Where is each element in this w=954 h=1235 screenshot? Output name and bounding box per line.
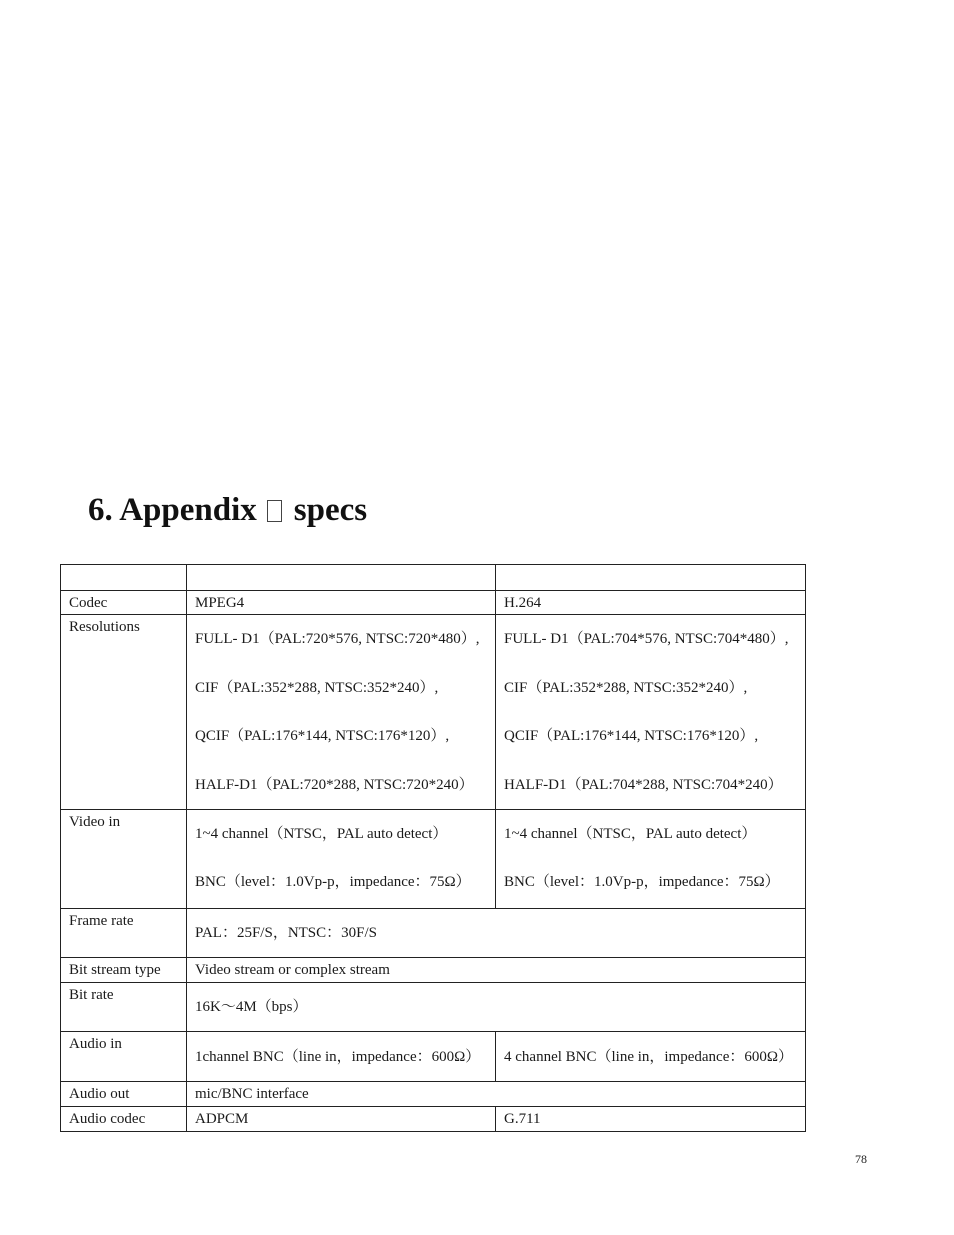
header-cell xyxy=(187,565,496,591)
row-label: Audio in xyxy=(61,1032,187,1082)
cell-value: 1channel BNC（line in，impedance：600Ω） xyxy=(187,1032,496,1082)
resolution-line: FULL- D1（PAL:720*576, NTSC:720*480）, xyxy=(195,631,480,647)
cell-value: 16K～4M（bps） xyxy=(187,983,806,1032)
cell-value xyxy=(496,615,806,810)
resolution-line: CIF（PAL:352*288, NTSC:352*240）, xyxy=(195,679,439,696)
cell-value xyxy=(187,615,496,810)
header-cell xyxy=(496,565,806,591)
resolution-line: QCIF（PAL:176*144, NTSC:176*120）, xyxy=(504,728,759,744)
cell-value: PAL：25F/S，NTSC：30F/S xyxy=(187,909,806,958)
row-label: Video in xyxy=(61,810,187,909)
table-row-audio-in xyxy=(61,1032,806,1082)
resolution-line: HALF-D1（PAL:720*288, NTSC:720*240） xyxy=(195,776,474,793)
row-label: Bit stream type xyxy=(61,958,187,983)
cell-value: MPEG4 xyxy=(187,591,496,615)
cell-value: 4 channel BNC（line in，impedance：600Ω） xyxy=(496,1032,806,1082)
row-label: Audio out xyxy=(61,1082,187,1107)
row-label: Codec xyxy=(61,591,187,615)
heading-word: Appendix xyxy=(119,492,257,528)
cell-value xyxy=(187,810,496,909)
row-label: Resolutions xyxy=(61,615,187,810)
specs-table xyxy=(60,564,806,1132)
table-row-frame-rate xyxy=(61,909,806,958)
row-label: Frame rate xyxy=(61,909,187,958)
resolution-line: CIF（PAL:352*288, NTSC:352*240）, xyxy=(504,679,748,696)
table-row-bit-stream-type xyxy=(61,958,806,983)
row-label: Audio codec xyxy=(61,1107,187,1132)
cell-value: ADPCM xyxy=(187,1107,496,1132)
cell-value: H.264 xyxy=(496,591,806,615)
table-row-video-in xyxy=(61,810,806,909)
video-in-line: 1~4 channel（NTSC，PAL auto detect） xyxy=(504,826,757,842)
page-number: 78 xyxy=(855,1152,867,1166)
missing-glyph-box xyxy=(267,500,282,522)
heading-number: 6. xyxy=(88,492,113,528)
resolution-line: HALF-D1（PAL:704*288, NTSC:704*240） xyxy=(504,776,783,793)
page-title xyxy=(88,488,367,532)
video-in-line: 1~4 channel（NTSC，PAL auto detect） xyxy=(195,826,448,842)
cell-value: Video stream or complex stream xyxy=(187,958,806,983)
cell-value xyxy=(496,810,806,909)
video-in-line: BNC（level：1.0Vp-p，impedance：75Ω） xyxy=(195,874,471,890)
cell-value: mic/BNC interface xyxy=(187,1082,806,1107)
row-label: Bit rate xyxy=(61,983,187,1032)
table-row-bit-rate xyxy=(61,983,806,1032)
heading-tail: specs xyxy=(293,492,368,528)
table-row-codec xyxy=(61,591,806,615)
resolution-line: QCIF（PAL:176*144, NTSC:176*120）, xyxy=(195,728,450,744)
table-row-audio-out xyxy=(61,1082,806,1107)
resolution-line: FULL- D1（PAL:704*576, NTSC:704*480）, xyxy=(504,631,789,647)
table-header-row xyxy=(61,565,806,591)
table-row-resolutions xyxy=(61,615,806,810)
header-cell xyxy=(61,565,187,591)
video-in-line: BNC（level：1.0Vp-p，impedance：75Ω） xyxy=(504,874,780,890)
cell-value: G.711 xyxy=(496,1107,806,1132)
table-row-audio-codec xyxy=(61,1107,806,1132)
